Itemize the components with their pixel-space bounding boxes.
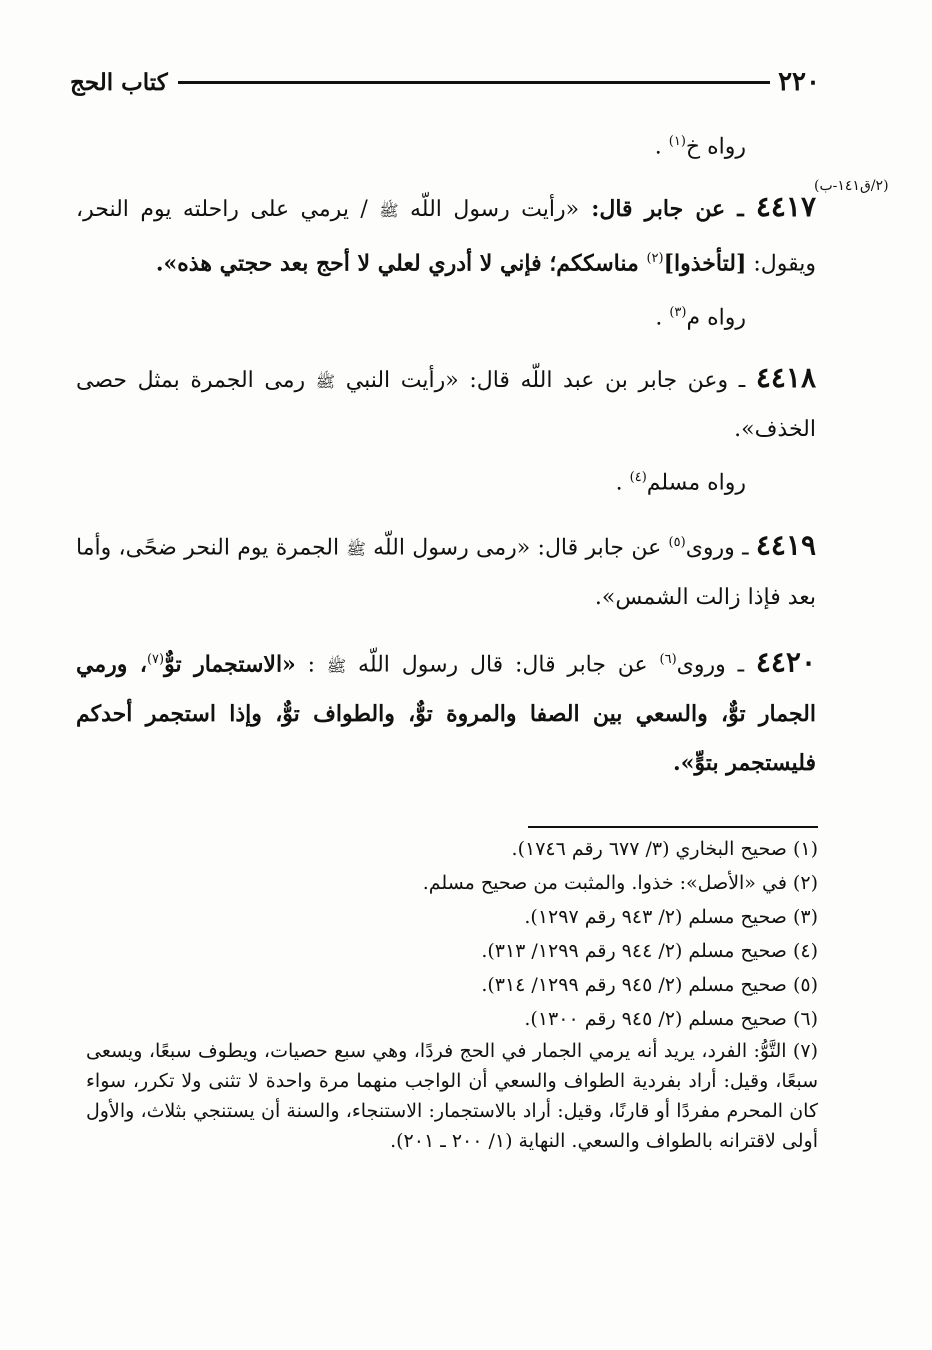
hadith-number: ٤٤١٩ — [755, 528, 817, 562]
hadith-text-cont: عن جابر قال: «رمى رسول اللّه — [365, 535, 669, 561]
footnote-ref-7: (٧) — [146, 651, 165, 667]
footnote-2: (٢) في «الأصل»: خذوا. والمثبت من صحيح مسلم. — [422, 872, 818, 894]
hadith-quote: «رأيت رسول اللّه — [398, 197, 580, 223]
hadith-4417 — [76, 183, 816, 288]
hadith-bold-quote: «الاستجمار توٌّ — [164, 650, 296, 677]
footnote-6: (٦) صحيح مسلم (٢/ ٩٤٥ رقم ١٣٠٠). — [524, 1008, 818, 1030]
hadith-source-4418: رواه مسلم$^{(٤)}$ . — [615, 469, 746, 496]
hadith-source-4416: رواه خ$^{(١)}$ . — [654, 134, 746, 160]
hadith-number: ٤٤١٧ — [755, 190, 816, 224]
hadith-bold-bracket: [لتأخذوا] — [663, 250, 747, 277]
footnote-ref-3: (٣) — [669, 304, 687, 320]
salla-symbol: ﷺ — [379, 201, 399, 221]
footnote-separator — [528, 826, 818, 828]
source-label: رواه خ — [685, 134, 746, 160]
footnote-7: (٧) التَّوُّ: الفرد، يريد أنه يرمي الجمار في الحج فردًا، وهي سبع حصيات، ويطوف سبعًا، ويسعى سبعًا، وقيل: أراد بفردية الطواف والسعي أن الواجب منهما مرة واحدة لا تثنى ولا تكرر، سواء كان المحرم مفردًا أو قارنًا، وقيل: أراد بالاستجمار: الاستنجاء، والسنة أن يستنجي بثلاث، والأول أولى لاقترانه بالطواف والسعي. النهاية (١/ ٢٠٠ ـ ٢٠١). — [86, 1040, 818, 1152]
hadith-4419 — [76, 519, 816, 621]
footnote-5: (٥) صحيح مسلم (٢/ ٩٤٥ رقم ١٢٩٩/ ٣١٤). — [481, 974, 818, 996]
footnote-3: (٣) صحيح مسلم (٢/ ٩٤٣ رقم ١٢٩٧). — [524, 906, 818, 928]
salla-symbol: ﷺ — [346, 539, 366, 559]
hadith-colon: : — [295, 651, 327, 677]
footnote-4: (٤) صحيح مسلم (٢/ ٩٤٤ رقم ١٢٩٩/ ٣١٣). — [481, 940, 818, 962]
hadith-text-cont: رمى الجمرة بمثل حصى الخذف». — [76, 367, 816, 442]
footnote-ref-4: (٤) — [629, 469, 647, 485]
header-rule — [178, 81, 770, 84]
salla-symbol: ﷺ — [315, 371, 336, 391]
page-number: ٢٢٠ — [778, 67, 820, 97]
footnote-1: (١) صحيح البخاري (٣/ ٦٧٧ رقم ١٧٤٦). — [511, 838, 818, 860]
hadith-text-cont: عن جابر قال: قال رسول اللّه — [346, 651, 660, 677]
footnotes — [86, 832, 818, 1156]
footnote-ref-1: (١) — [668, 134, 686, 149]
source-label: رواه مسلم — [646, 470, 746, 496]
hadith-bold-quote-cont: ، ورمي الجمار توٌّ، والسعي بين الصفا والمروة توٌّ، والطواف توٌّ، وإذا استجمر أحدكم فليستجمر بتوٍّ». — [76, 650, 816, 776]
hadith-text-end: الجمرة يوم النحر ضحًى، وأما بعد فإذا زالت الشمس». — [76, 535, 816, 610]
hadith-source-4417: رواه م$^{(٣)}$ . — [655, 304, 746, 330]
hadith-quote-cont: / يرمي على راحلته يوم النحر، ويقول: — [76, 197, 816, 277]
hadith-number: ٤٤٢٠ — [755, 644, 816, 678]
hadith-intro: ـ عن جابر قال: — [579, 196, 756, 223]
source-label: رواه م — [686, 304, 746, 330]
manuscript-margin-note: (٢/ق١٤١-ب) — [814, 178, 889, 194]
hadith-4420 — [76, 636, 816, 788]
footnote-ref-2: (٢) — [646, 251, 664, 267]
hadith-text: ـ وروى — [676, 651, 756, 677]
footnote-ref-5: (٥) — [668, 535, 686, 551]
hadith-number: ٤٤١٨ — [755, 360, 816, 394]
hadith-text: ـ وعن جابر بن عبد اللّه قال: «رأيت النبي — [335, 367, 756, 393]
footnote-ref-6: (٦) — [659, 651, 677, 667]
salla-symbol: ﷺ — [326, 655, 347, 675]
hadith-4418 — [76, 354, 816, 454]
hadith-text: ـ وروى — [685, 535, 756, 561]
main-text — [76, 118, 816, 788]
book-title: كتاب الحج — [70, 68, 168, 96]
page-header — [70, 62, 820, 102]
hadith-bold-text: مناسككم؛ فإني لا أدري لعلي لا أحج بعد حجتي هذه». — [155, 250, 647, 277]
